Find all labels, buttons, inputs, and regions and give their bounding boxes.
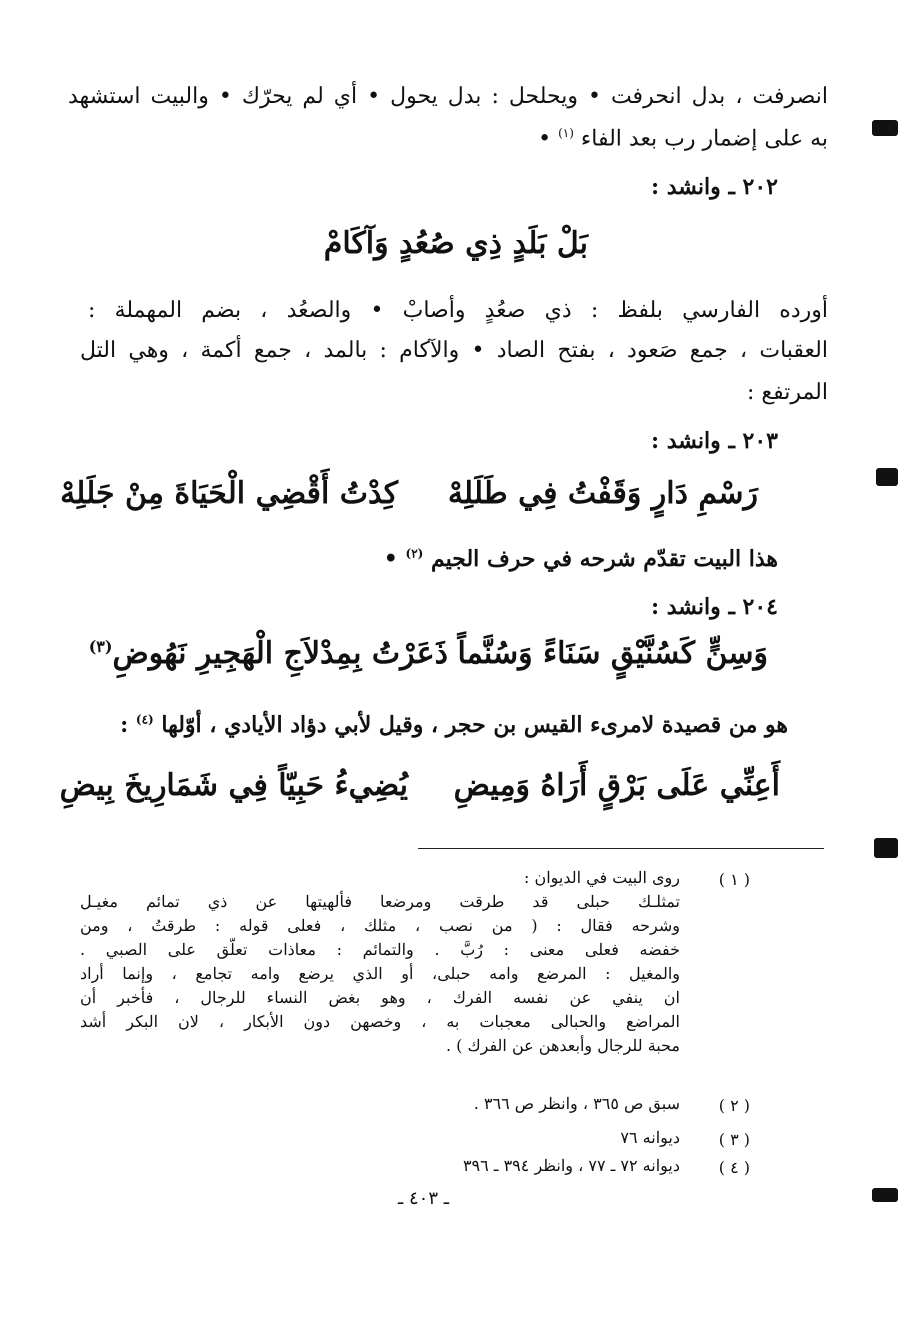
verse-line: بَلْ بَلَدٍ ذِي صُعُدٍ وَآكَامْ bbox=[323, 226, 588, 261]
footnote-ref[interactable]: (٣) bbox=[88, 637, 113, 656]
entry-heading: ٢٠٤ ـ وانشد : bbox=[650, 594, 778, 620]
footnote-line: تمثلـك حبلى قد طرقت ومرضعا فألهيتها عن ذي تمائم مغيـل bbox=[80, 892, 680, 911]
footnote-line: سبق ص ٣٦٥ ، وانظر ص ٣٦٦ . bbox=[473, 1094, 680, 1113]
footnote-line: والمغيل : المرضع وامه حبلى، أو الذي يرضع وامه تجامع ، وإنما أراد bbox=[80, 964, 680, 983]
paragraph-line bbox=[538, 126, 828, 151]
verse-text: ذَعَرْتُ بِمِدْلاَجِ الْهَجِيرِ نَهُوضِ bbox=[112, 636, 448, 671]
scan-edge-mark bbox=[874, 838, 898, 858]
commentary-line: المرتفع : bbox=[746, 380, 828, 405]
verse-hemistich-second bbox=[89, 636, 448, 671]
commentary-line bbox=[384, 546, 778, 572]
footnote-line: ديوانه ٧٢ ـ ٧٧ ، وانظر ٣٩٤ ـ ٣٩٦ bbox=[462, 1156, 680, 1175]
footnote-number: ( ٣ ) bbox=[718, 1130, 750, 1149]
footnote-ref[interactable]: (١) bbox=[558, 126, 574, 140]
footnote-number: ( ٢ ) bbox=[718, 1096, 750, 1115]
verse-hemistich-second: يُضِيءُ حَبِيّاً فِي شَمَارِيخَ بِيضِ bbox=[59, 768, 408, 803]
bullet: • bbox=[383, 546, 398, 572]
commentary-text: هو من قصيدة لامرىء القيس بن حجر ، وقيل لأبي دؤاد الأيادي ، أوّلها bbox=[161, 712, 788, 738]
verse-hemistich-first: رَسْمِ دَارٍ وَقَفْتُ فِي طَلَلِهْ bbox=[447, 476, 758, 511]
paragraph-text: به على إضمار رب بعد الفاء bbox=[580, 126, 828, 152]
footnote-separator bbox=[418, 848, 824, 849]
footnote-line: محبة للرجال وأبعدهن عن الفرك ) . bbox=[445, 1036, 680, 1055]
entry-heading: ٢٠٣ ـ وانشد : bbox=[650, 428, 778, 454]
footnote-line: المراضع والحبالى معجبات به ، وخصهن دون الأبكار ، لان البكر أشد bbox=[80, 1012, 680, 1031]
footnote-line: روى البيت في الديوان : bbox=[523, 868, 680, 887]
footnote-line: ديوانه ٧٦ bbox=[620, 1128, 680, 1147]
scan-edge-mark bbox=[872, 1188, 898, 1202]
footnote-number: ( ١ ) bbox=[718, 870, 750, 889]
scan-edge-mark bbox=[876, 468, 898, 486]
footnote-ref[interactable]: (٢) bbox=[405, 546, 424, 561]
verse-hemistich-first: أَعِنِّي عَلَى بَرْقٍ أَرَاهُ وَمِيضِ bbox=[453, 768, 780, 803]
footnote-line: وشرحه فقال : ( من نصب ، مثلك ، فعلى قوله : طرقتُ ، ومن bbox=[80, 916, 680, 935]
entry-heading: ٢٠٢ ـ وانشد : bbox=[650, 174, 778, 200]
commentary-line bbox=[120, 712, 788, 738]
commentary-line: أورده الفارسي بلفظ : ذي صعُدٍ وأصابْ • والصعُد ، بضم المهملة : bbox=[88, 298, 828, 323]
commentary-line: العقبات ، جمع صَعود ، بفتح الصاد • والآكام : بالمد ، جمع أكمة ، وهي التل bbox=[80, 338, 828, 363]
colon: : bbox=[120, 712, 129, 738]
footnote-ref[interactable]: (٤) bbox=[135, 712, 154, 727]
footnote-line: خفضه فعلى معنى : رُبَّ . والتمائم : معاذات تعلّق على الصبي . bbox=[80, 940, 680, 959]
paragraph-line: انصرفت ، بدل انحرفت • ويحلحل : بدل يحول • أي لم يحرّك • والبيت استشهد bbox=[68, 84, 828, 109]
commentary-text: هذا البيت تقدّم شرحه في حرف الجيم bbox=[431, 546, 778, 572]
footnote-number: ( ٤ ) bbox=[718, 1158, 750, 1177]
footnote-line: ان ينفي عن نفسه الفرك ، وهو بغض النساء للرجال ، فأخبر أن bbox=[80, 988, 680, 1007]
verse-hemistich-second: كِدْتُ أَقْضِي الْحَيَاةَ مِنْ جَلَلِهْ bbox=[60, 476, 398, 511]
verse-hemistich-first: وَسِنٍّ كَسُنَّيْقٍ سَنَاءً وَسُنَّماً bbox=[457, 636, 768, 671]
scan-edge-mark bbox=[872, 120, 898, 136]
bullet: • bbox=[538, 126, 552, 152]
page-number: ـ ٤٠٣ ـ bbox=[398, 1188, 450, 1209]
